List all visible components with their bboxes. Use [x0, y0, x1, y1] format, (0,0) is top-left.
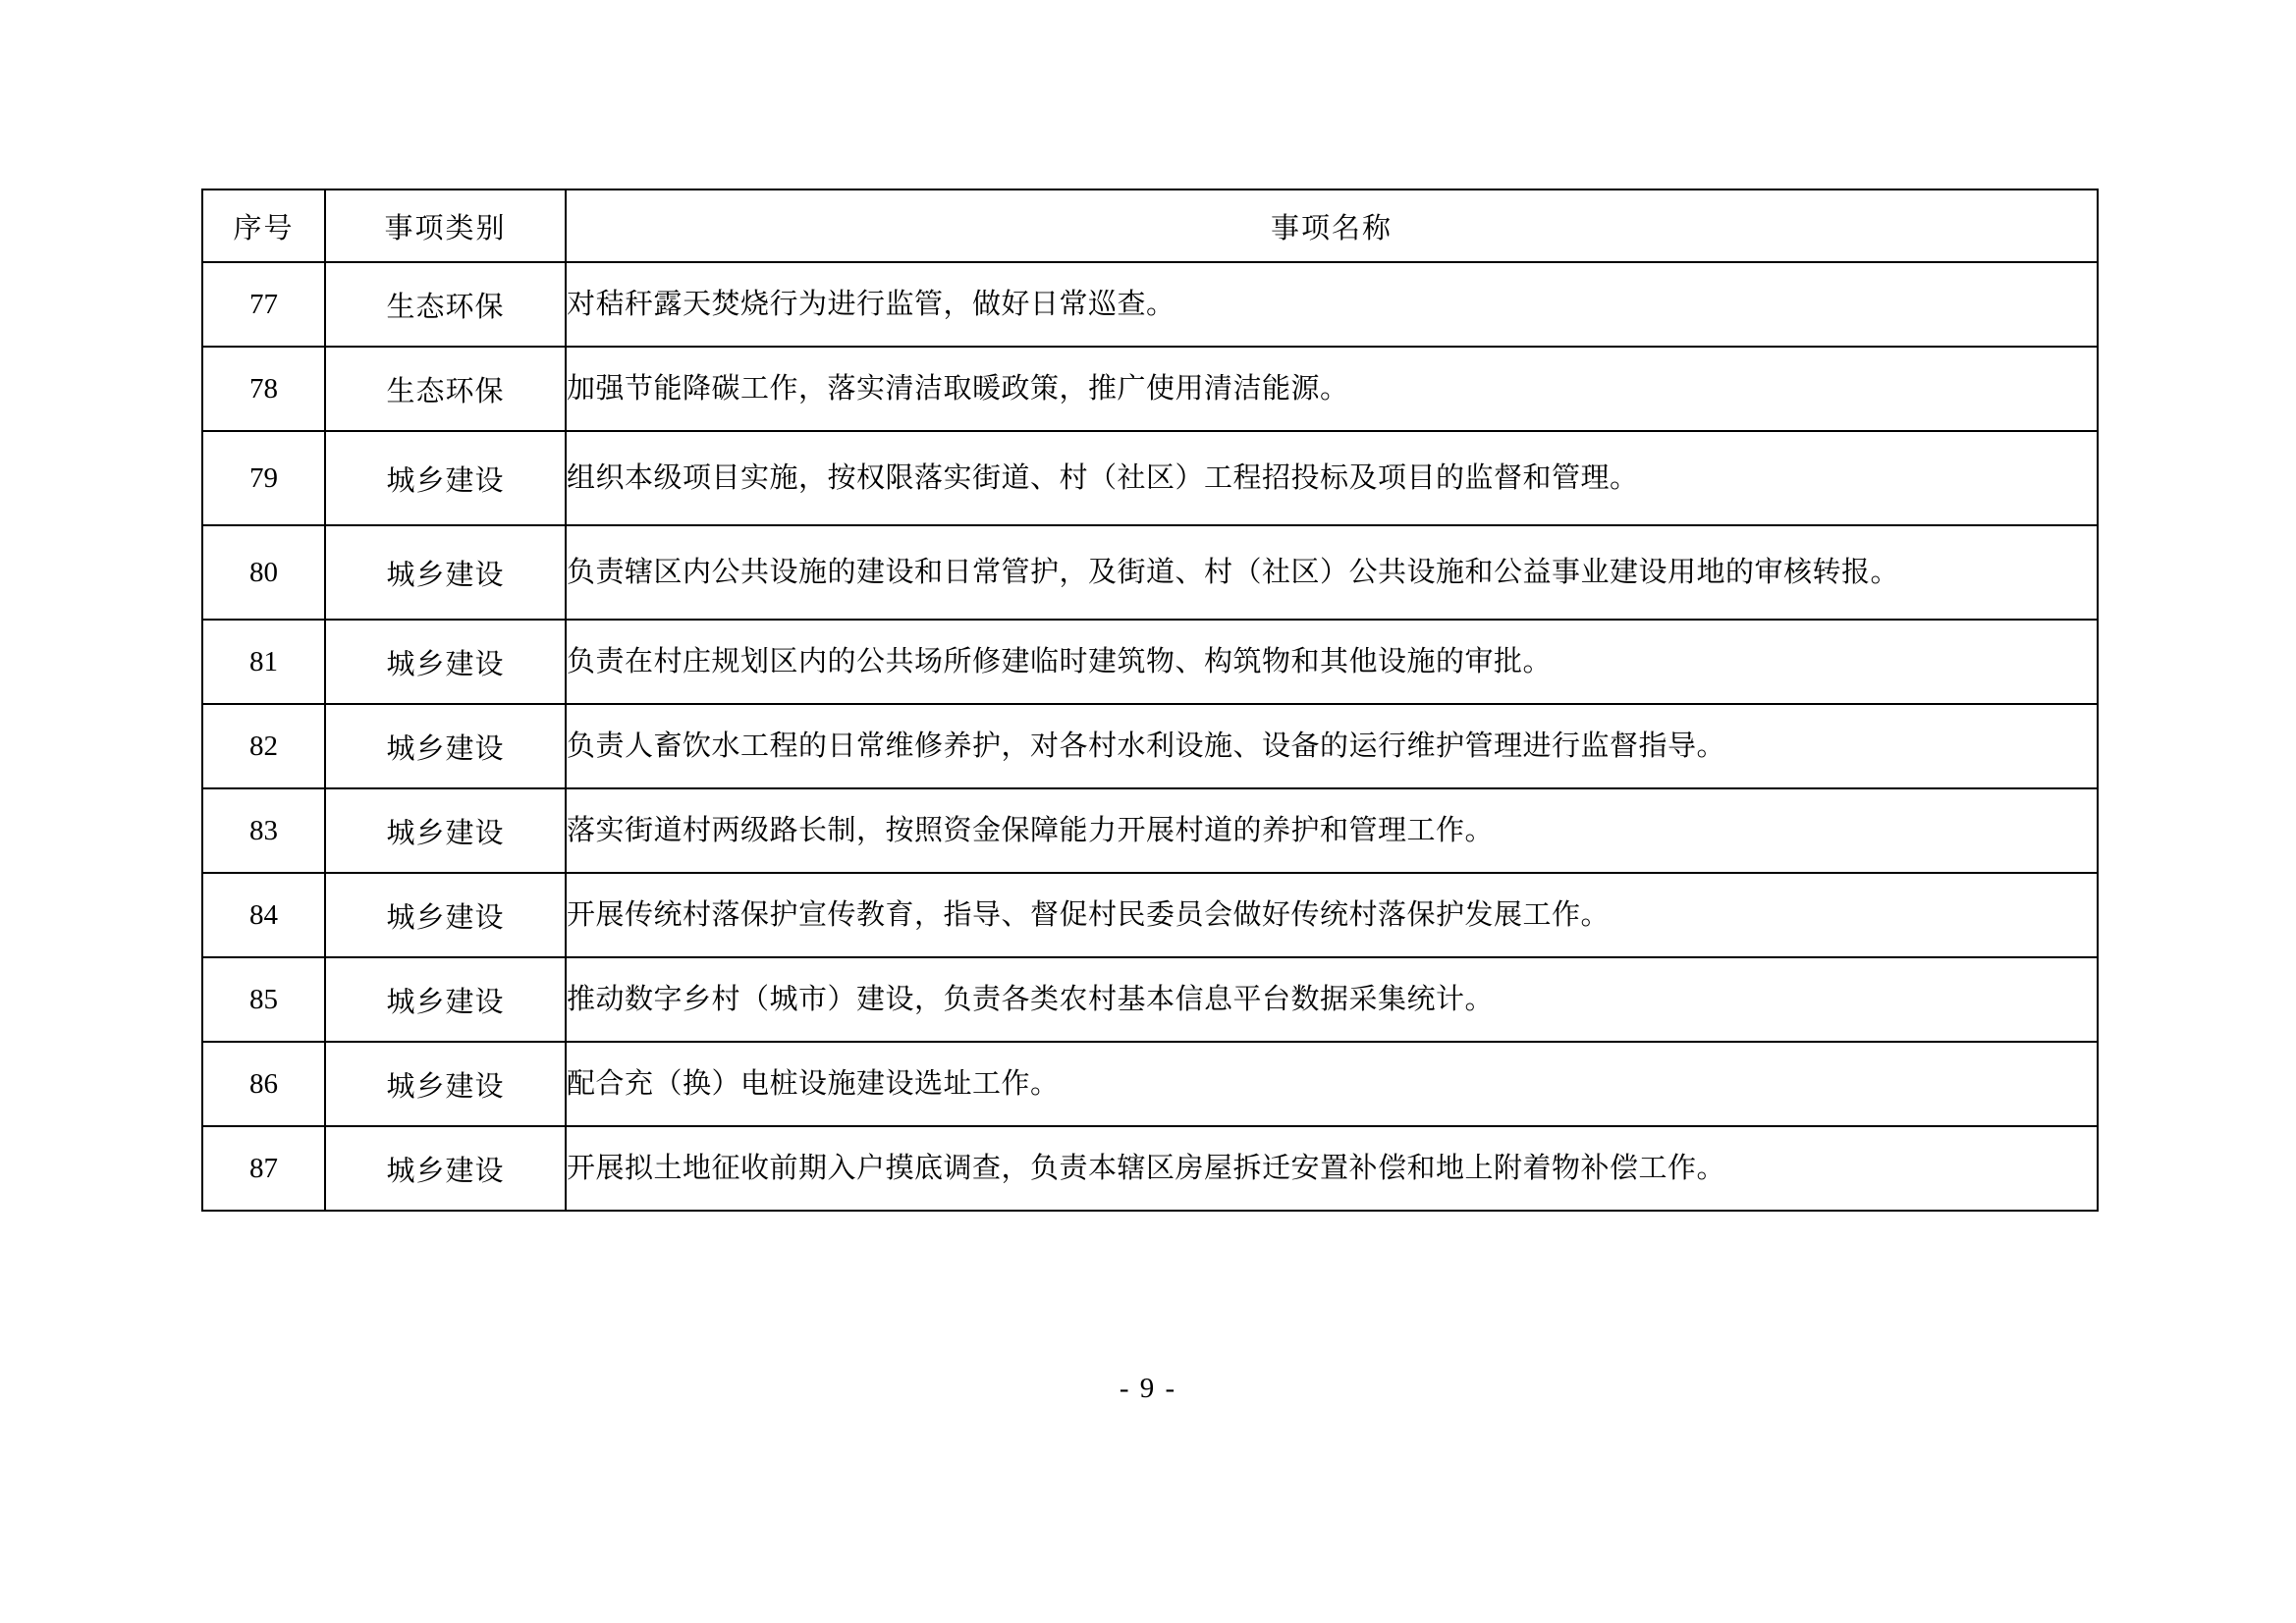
table-row	[202, 431, 2098, 525]
cell-category: 城乡建设	[325, 1126, 566, 1211]
cell-seq: 86	[202, 1042, 325, 1126]
cell-name: 对秸秆露天焚烧行为进行监管，做好日常巡查。	[566, 262, 2098, 347]
items-table	[201, 189, 2099, 1212]
cell-name: 负责辖区内公共设施的建设和日常管护，及街道、村（社区）公共设施和公益事业建设用地的审核转报。	[566, 525, 2098, 620]
items-table-container	[201, 189, 2097, 1212]
table-row	[202, 262, 2098, 347]
cell-name: 负责在村庄规划区内的公共场所修建临时建筑物、构筑物和其他设施的审批。	[566, 620, 2098, 704]
table-row	[202, 873, 2098, 957]
cell-seq: 78	[202, 347, 325, 431]
table-row	[202, 1126, 2098, 1211]
cell-name: 开展传统村落保护宣传教育，指导、督促村民委员会做好传统村落保护发展工作。	[566, 873, 2098, 957]
cell-name: 加强节能降碳工作，落实清洁取暖政策，推广使用清洁能源。	[566, 347, 2098, 431]
cell-category: 生态环保	[325, 347, 566, 431]
cell-name: 推动数字乡村（城市）建设，负责各类农村基本信息平台数据采集统计。	[566, 957, 2098, 1042]
cell-category: 城乡建设	[325, 620, 566, 704]
column-header-name: 事项名称	[566, 189, 2098, 262]
cell-category: 城乡建设	[325, 525, 566, 620]
table-row	[202, 347, 2098, 431]
cell-category: 城乡建设	[325, 431, 566, 525]
cell-seq: 87	[202, 1126, 325, 1211]
table-row	[202, 620, 2098, 704]
cell-name: 落实街道村两级路长制，按照资金保障能力开展村道的养护和管理工作。	[566, 788, 2098, 873]
table-row	[202, 1042, 2098, 1126]
cell-seq: 85	[202, 957, 325, 1042]
cell-seq: 82	[202, 704, 325, 788]
cell-category: 城乡建设	[325, 873, 566, 957]
column-header-seq: 序号	[202, 189, 325, 262]
page-number: - 9 -	[1119, 1373, 1177, 1404]
table-body	[202, 262, 2098, 1211]
cell-seq: 83	[202, 788, 325, 873]
table-row	[202, 788, 2098, 873]
cell-name: 组织本级项目实施，按权限落实街道、村（社区）工程招投标及项目的监督和管理。	[566, 431, 2098, 525]
cell-seq: 79	[202, 431, 325, 525]
cell-category: 城乡建设	[325, 957, 566, 1042]
column-header-category: 事项类别	[325, 189, 566, 262]
table-header	[202, 189, 2098, 262]
cell-seq: 84	[202, 873, 325, 957]
cell-seq: 77	[202, 262, 325, 347]
cell-name: 配合充（换）电桩设施建设选址工作。	[566, 1042, 2098, 1126]
cell-seq: 80	[202, 525, 325, 620]
cell-category: 城乡建设	[325, 704, 566, 788]
table-row	[202, 525, 2098, 620]
cell-name: 负责人畜饮水工程的日常维修养护，对各村水利设施、设备的运行维护管理进行监督指导。	[566, 704, 2098, 788]
cell-category: 生态环保	[325, 262, 566, 347]
table-header-row	[202, 189, 2098, 262]
cell-seq: 81	[202, 620, 325, 704]
table-row	[202, 704, 2098, 788]
cell-category: 城乡建设	[325, 1042, 566, 1126]
cell-category: 城乡建设	[325, 788, 566, 873]
table-row	[202, 957, 2098, 1042]
cell-name: 开展拟土地征收前期入户摸底调查，负责本辖区房屋拆迁安置补偿和地上附着物补偿工作。	[566, 1126, 2098, 1211]
